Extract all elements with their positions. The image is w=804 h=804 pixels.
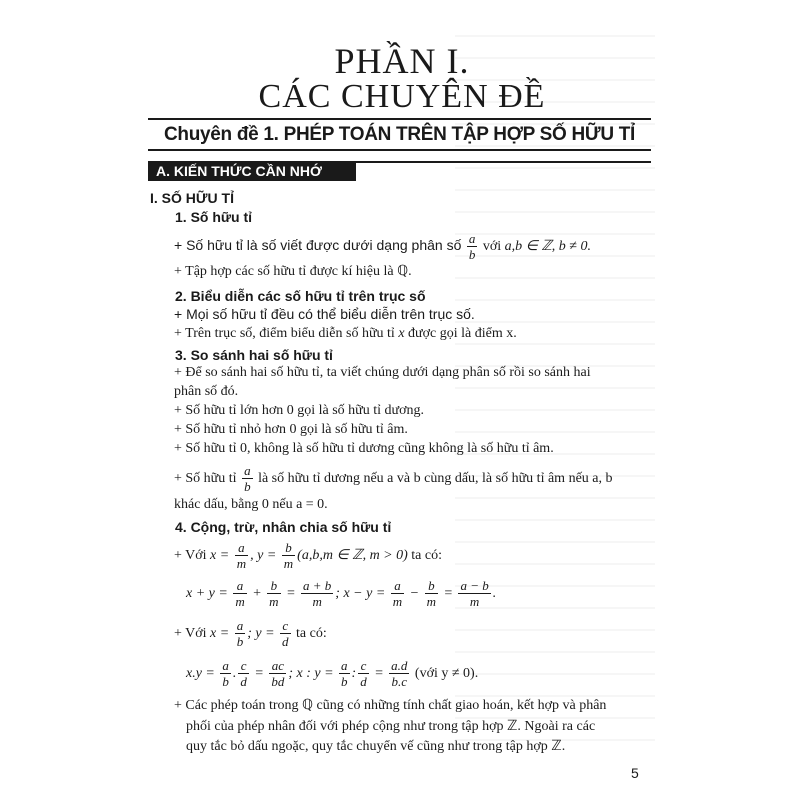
s3-line5-rest: là số hữu tỉ dương nếu a và b cùng dấu, là số hữu tỉ âm nếu a, b: [258, 471, 613, 486]
s4-with-1-end: ta có:: [411, 548, 443, 563]
fraction-denominator: m: [392, 594, 403, 610]
s2-line2-x: x: [398, 326, 405, 341]
fraction-denominator: b.c: [389, 673, 409, 688]
eq1-fraction-5: [425, 579, 438, 608]
s2-heading: 2. Biểu diễn các số hữu tỉ trên trục số: [175, 288, 426, 304]
fraction-denominator: d: [282, 634, 289, 650]
eq1-period: .: [492, 586, 497, 601]
s4-para-line2: phối của phép nhân đối với phép cộng như trong tập hợp ℤ. Ngoài ra các: [186, 719, 596, 734]
s4-x-eq: x =: [210, 548, 230, 563]
s2-line1: + Mọi số hữu tỉ đều có thể biểu diễn trên trục số.: [174, 306, 475, 322]
s3-line5-cont: khác dấu, bằng 0 nếu a = 0.: [174, 497, 328, 512]
eq2-colon: :: [351, 666, 357, 681]
s4-equation-2: [186, 656, 478, 692]
s1-fraction: [467, 232, 478, 261]
eq2-fraction-4: [339, 659, 350, 688]
eq2-fraction-5: [358, 659, 369, 688]
fraction-numerator: b: [270, 578, 278, 594]
s4-x-fraction: [235, 541, 248, 570]
s3-fraction: [242, 464, 253, 493]
fraction-numerator: a: [236, 578, 244, 594]
topic-title: Chuyên đề 1. PHÉP TOÁN TRÊN TẬP HỢP SỐ HỮU TỈ: [163, 123, 636, 145]
part-title: PHẦN I.: [334, 41, 470, 81]
eq1-plus: +: [252, 586, 262, 601]
eq1-equals: =: [286, 586, 296, 601]
eq2-equals-2: =: [374, 666, 384, 681]
fraction-numerator: c: [240, 658, 247, 674]
fraction-denominator: b: [341, 674, 348, 690]
fraction-denominator: b: [244, 479, 251, 495]
fraction-denominator: d: [240, 674, 247, 690]
s3-line4: + Số hữu tỉ 0, không là số hữu tỉ dương cũng không là số hữu tỉ âm.: [174, 441, 554, 456]
eq2-dot: .: [232, 666, 237, 681]
fraction-denominator: m: [235, 594, 245, 610]
fraction-numerator: a − b: [460, 578, 489, 594]
eq1-lhs: x + y =: [186, 586, 228, 601]
fraction-denominator: m: [236, 556, 247, 572]
eq1-fraction-3: [301, 579, 333, 608]
eq2-equals: =: [254, 666, 264, 681]
eq2-lhs: x.y =: [186, 666, 215, 681]
s4-with-2-label: + Với: [174, 626, 207, 641]
fraction-denominator: m: [301, 593, 333, 608]
s4-with-1-label: + Với: [174, 548, 207, 563]
fraction-numerator: b: [285, 540, 292, 556]
fraction-numerator: a: [468, 231, 476, 247]
s4-para-line1: + Các phép toán trong ℚ cũng có những tính chất giao hoán, kết hợp và phân: [174, 698, 607, 713]
fraction-numerator: ac: [271, 658, 284, 674]
fraction-numerator: a: [244, 463, 251, 479]
fraction-numerator: b: [428, 578, 435, 594]
eq2-fraction-6: [389, 659, 409, 688]
fraction-numerator: a: [341, 658, 348, 674]
subsection-heading: I. SỐ HỮU TỈ: [150, 190, 234, 206]
eq1-sub-lhs: ; x − y =: [335, 586, 386, 601]
s3-line2: + Số hữu tỉ lớn hơn 0 gọi là số hữu tỉ dương.: [174, 403, 425, 418]
s4-para-line3: quy tắc bỏ dấu ngoặc, quy tắc chuyển vế cũng như trong tập hợp ℤ.: [186, 739, 566, 754]
s4-with-1: [174, 538, 442, 574]
eq2-fraction-1: [220, 659, 231, 688]
s1-line1: [174, 228, 591, 264]
eq2-condition: (với y ≠ 0).: [414, 666, 479, 681]
fraction-numerator: a: [236, 618, 244, 634]
fraction-numerator: c: [360, 658, 367, 674]
s1-line1-with: với: [482, 239, 502, 254]
eq1-equals-2: =: [443, 586, 453, 601]
s4-heading: 4. Cộng, trừ, nhân chia số hữu tỉ: [175, 519, 392, 535]
eq2-div-lhs: ; x : y =: [288, 666, 334, 681]
fraction-denominator: m: [426, 594, 437, 610]
fraction-denominator: m: [458, 593, 490, 608]
fraction-denominator: b: [236, 634, 244, 650]
eq1-fraction-1: [233, 579, 246, 608]
s1-line1-text: + Số hữu tỉ là số viết được dưới dạng phân số: [174, 237, 462, 253]
s2-line2-text: + Trên trục số, điểm biểu diễn số hữu tỉ: [174, 326, 395, 341]
page-number: 5: [631, 765, 639, 781]
eq1-fraction-6: [458, 579, 490, 608]
fraction-denominator: m: [283, 556, 294, 572]
part-subtitle: CÁC CHUYÊN ĐỀ: [258, 78, 546, 115]
s4-y-eq: , y =: [250, 548, 277, 563]
s3-heading: 3. So sánh hai số hữu tỉ: [175, 347, 333, 363]
s4-condition: (a,b,m ∈ ℤ, m > 0): [297, 548, 408, 563]
s3-line5: [174, 461, 613, 497]
s4-x2-fraction: [235, 619, 246, 648]
fraction-denominator: bd: [271, 674, 285, 690]
s2-line2: [174, 326, 517, 342]
topic-box: [148, 118, 651, 151]
fraction-numerator: a: [222, 658, 229, 674]
fraction-numerator: a.d: [391, 658, 408, 674]
s1-line2: + Tập hợp các số hữu tỉ được kí hiệu là ℚ.: [174, 264, 412, 279]
s1-heading: 1. Số hữu tỉ: [175, 209, 253, 225]
s4-y2-fraction: [280, 619, 291, 648]
eq2-fraction-3: [269, 659, 286, 688]
s4-x2-eq: x =: [210, 626, 230, 641]
s3-line1-cont: phân số đó.: [174, 384, 239, 399]
s1-line1-math: a,b ∈ ℤ, b ≠ 0.: [504, 239, 591, 254]
eq1-fraction-2: [267, 579, 280, 608]
fraction-numerator: a + b: [303, 578, 332, 594]
fraction-denominator: d: [360, 674, 367, 690]
s3-line1: + Để so sánh hai số hữu tỉ, ta viết chúng dưới dạng phân số rồi so sánh hai: [174, 365, 591, 380]
fraction-numerator: c: [282, 618, 289, 634]
s4-with-2-end: ta có:: [296, 626, 327, 641]
eq2-fraction-2: [238, 659, 249, 688]
s4-with-2: [174, 616, 327, 652]
s3-line5-text: + Số hữu tỉ: [174, 471, 237, 486]
s4-equation-1: [186, 576, 496, 612]
fraction-numerator: a: [394, 578, 401, 594]
eq1-fraction-4: [391, 579, 404, 608]
fraction-denominator: m: [269, 594, 279, 610]
s4-y-fraction: [282, 541, 295, 570]
s3-line3: + Số hữu tỉ nhỏ hơn 0 gọi là số hữu tỉ âm.: [174, 422, 408, 437]
section-heading: A. KIẾN THỨC CẦN NHỚ: [148, 161, 356, 181]
eq1-minus: −: [409, 586, 420, 601]
s2-line2-end: được gọi là điểm x.: [408, 326, 517, 341]
s4-y2-eq: ; y =: [247, 626, 275, 641]
fraction-denominator: b: [222, 674, 229, 690]
fraction-denominator: b: [468, 247, 476, 263]
fraction-numerator: a: [238, 540, 245, 556]
